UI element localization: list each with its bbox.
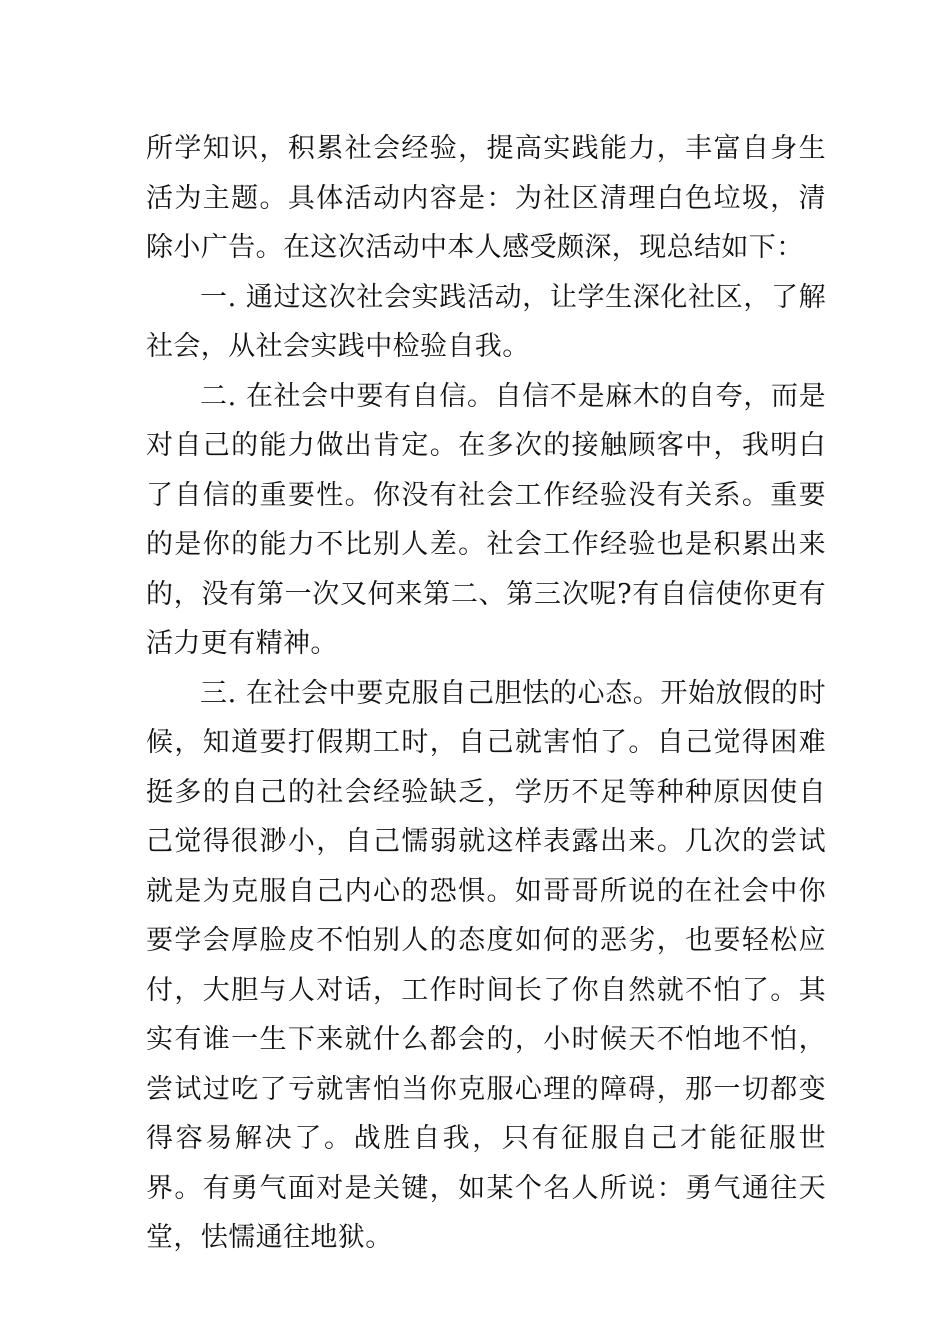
document-body: [146, 124, 826, 1263]
paragraph-point-three: 三. 在社会中要克服自己胆怯的心态。开始放假的时候，知道要打假期工时，自己就害怕了。自己觉得困难挺多的自己的社会经验缺乏，学历不足等种种原因使自己觉得很渺小，自己懦弱就这样表露出来。几次的尝试就是为克服自己内心的恐惧。如哥哥所说的在社会中你要学会厚脸皮不怕别人的态度如何的恶劣，也要轻松应付，大胆与人对话，工作时间长了你自然就不怕了。其实有谁一生下来就什么都会的，小时候天不怕地不怕，尝试过吃了亏就害怕当你克服心理的障碍，那一切都变得容易解决了。战胜自我，只有征服自己才能征服世界。有勇气面对是关键，如某个名人所说：勇气通往天堂，怯懦通往地狱。: [146, 677, 826, 1253]
paragraph-point-one: 一. 通过这次社会实践活动，让学生深化社区，了解社会，从社会实践中检验自我。: [146, 281, 826, 362]
paragraph-point-two: 二. 在社会中要有自信。自信不是麻木的自夸，而是对自己的能力做出肯定。在多次的接触顾客中，我明白了自信的重要性。你没有社会工作经验没有关系。重要的是你的能力不比别人差。社会工作经验也是积累出来的，没有第一次又何来第二、第三次呢?有自信使你更有活力更有精神。: [146, 380, 826, 659]
paragraph-intro: 所学知识，积累社会经验，提高实践能力，丰富自身生活为主题。具体活动内容是：为社区清理白色垃圾，清除小广告。在这次活动中本人感受颇深，现总结如下：: [146, 133, 826, 263]
